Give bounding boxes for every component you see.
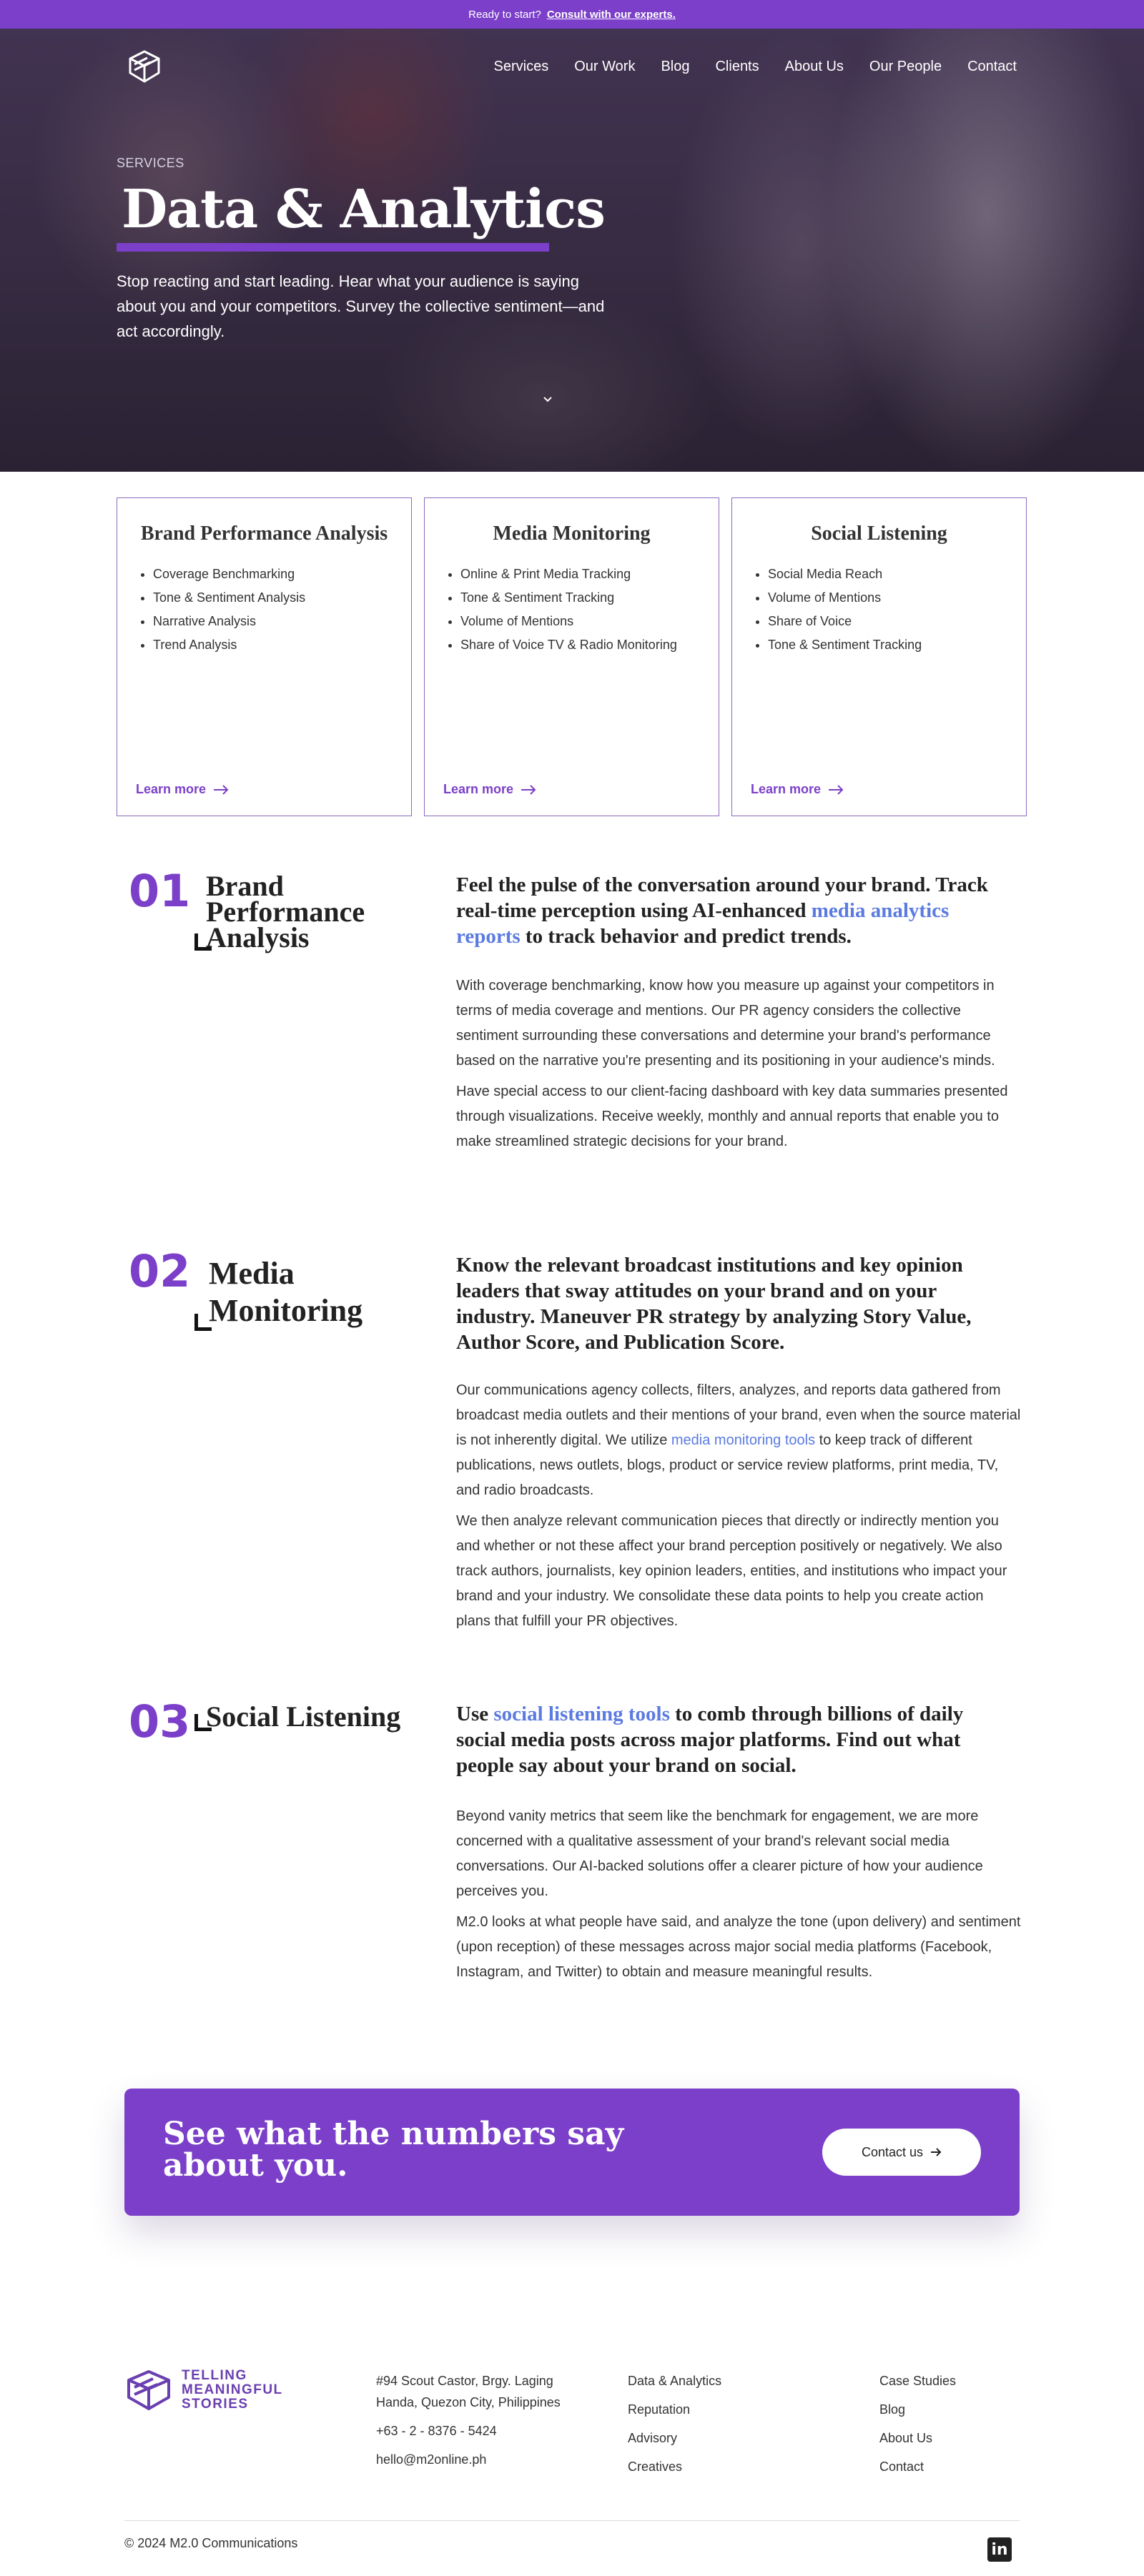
tagline-line: STORIES bbox=[182, 2397, 249, 2412]
section-lead bbox=[456, 1701, 1014, 1778]
linkedin-icon[interactable]: in bbox=[987, 2537, 1012, 2562]
footer-link-blog[interactable]: Blog bbox=[879, 2402, 906, 2417]
footer-link-data-analytics[interactable]: Data & Analytics bbox=[628, 2374, 722, 2388]
card-social-listening bbox=[731, 497, 1027, 816]
address: #94 Scout Castor, Brgy. Laging Handa, Quezon City, Philippines bbox=[376, 2374, 561, 2409]
paragraph: Have special access to our client-facing dashboard with key data summaries presented through visualizations. Receive weekly, monthly and annual reports that enable you to make streamlined strategic decisions for your brand. bbox=[456, 1084, 1008, 1149]
social-listening-tools-link[interactable]: social listening tools bbox=[493, 1703, 670, 1725]
card-title: Social Listening bbox=[811, 522, 947, 545]
nav-our-people[interactable]: Our People bbox=[869, 59, 942, 74]
paragraph: We then analyze relevant communication pieces that directly or indirectly mention you and whether or not these affect your brand perception positively or negatively. We also track authors, journalists, key opinion leaders, entities, and institutions who impact your brand and your industry. We consolidate these data points to help you create action plans that fulfill your PR objectives. bbox=[456, 1513, 1007, 1629]
nav-services[interactable]: Services bbox=[493, 59, 549, 74]
list-item: • Social Media Reach bbox=[768, 563, 1026, 586]
section-body bbox=[456, 1378, 1021, 1640]
list-item: • Volume of Mentions bbox=[460, 610, 719, 633]
list-item: • Share of Voice bbox=[768, 610, 1026, 633]
card-list bbox=[768, 563, 1026, 657]
nav-our-work[interactable]: Our Work bbox=[574, 59, 636, 74]
nav-about-us[interactable]: About Us bbox=[784, 59, 844, 74]
section-lead: Know the relevant broadcast institutions and key opinion leaders that sway attitudes on your brand and on your industry. Maneuver PR strategy by analyzing Story Value, Author Score, and Publication Score. bbox=[456, 1254, 972, 1354]
footer-contact bbox=[376, 2370, 562, 2477]
learn-more-label: Learn more bbox=[751, 782, 822, 796]
m2-logo-icon[interactable] bbox=[126, 49, 164, 84]
footer bbox=[0, 2359, 1144, 2576]
card-list bbox=[153, 563, 411, 657]
paragraph: With coverage benchmarking, know how you measure up against your competitors in terms of media coverage and mentions. Our PR agency considers the collective sentiment surrounding these conversations and determine your brand's performance based on the narrative you're presenting and its positioning in your audience's minds. bbox=[456, 978, 995, 1069]
section-body bbox=[456, 1804, 1021, 1991]
section-number: 01 bbox=[129, 865, 191, 917]
contact-us-button[interactable] bbox=[822, 2129, 981, 2176]
lead-text: to comb through billions of daily social media posts across major platforms. Find out what people say about your brand on social. bbox=[456, 1703, 964, 1777]
footer-links bbox=[879, 2370, 956, 2485]
copyright: © 2024 M2.0 Communications bbox=[124, 2536, 298, 2550]
section-lead bbox=[456, 872, 1014, 949]
nav-blog[interactable]: Blog bbox=[661, 59, 690, 74]
learn-more-link[interactable] bbox=[443, 782, 536, 797]
paragraph bbox=[456, 1378, 1021, 1503]
learn-more-link[interactable] bbox=[751, 782, 844, 797]
card-media-monitoring bbox=[424, 497, 719, 816]
page-title: Data & Analytics bbox=[122, 179, 605, 240]
section-title: Media Monitoring bbox=[209, 1256, 363, 1328]
contact-us-label: Contact us bbox=[861, 2144, 924, 2159]
section-number: 03 bbox=[129, 1695, 191, 1748]
footer-link-creatives[interactable]: Creatives bbox=[628, 2459, 683, 2474]
footer-link-advisory[interactable]: Advisory bbox=[628, 2431, 678, 2445]
list-item: • Trend Analysis bbox=[153, 633, 411, 657]
arrow-right-icon bbox=[828, 785, 844, 795]
hero bbox=[0, 29, 1144, 472]
paragraph: Beyond vanity metrics that seem like the benchmark for engagement, we are more concerned with a qualitative assessment of your brand's relevant social media conversations. Our AI-backed solutions offer a clearer picture of how your audience perceives you. bbox=[456, 1808, 983, 1899]
paragraph-text: Our communications agency collects, filters, analyzes, and reports data gathered from broadcast media outlets and their mentions of your brand, even when the source material is not inherently digital. We utilize bbox=[456, 1382, 1021, 1448]
service-cards bbox=[0, 472, 1144, 843]
footer-logo[interactable] bbox=[124, 2367, 283, 2413]
footer-divider bbox=[124, 2520, 1020, 2521]
section-title: Social Listening bbox=[206, 1700, 401, 1733]
cta-banner bbox=[124, 2089, 1020, 2216]
nav-contact[interactable]: Contact bbox=[967, 59, 1017, 74]
title-underline bbox=[117, 243, 549, 252]
lead-text: Feel the pulse of the conversation around your brand. Track real-time perception using AI-enhanced bbox=[456, 873, 988, 922]
card-title: Brand Performance Analysis bbox=[140, 522, 388, 545]
paragraph: M2.0 looks at what people have said, and analyze the tone (upon delivery) and sentiment (upon reception) of these messages across major social media platforms (Facebook, Instagram, and Twitter) to obtain and measure meaningful results. bbox=[456, 1914, 1021, 1980]
announcement-bar bbox=[0, 0, 1144, 29]
arrow-right-icon bbox=[213, 785, 229, 795]
footer-link-about-us[interactable]: About Us bbox=[879, 2431, 933, 2445]
arrow-right-icon bbox=[930, 2147, 942, 2157]
card-list bbox=[460, 563, 719, 657]
list-item: • Tone & Sentiment Analysis bbox=[153, 586, 411, 610]
paragraph-text: to keep track of different publications, news outlets, blogs, product or service review platforms, print media, TV, and radio broadcasts. bbox=[456, 1432, 999, 1498]
list-item: • Volume of Mentions bbox=[768, 586, 1026, 610]
tagline-line: TELLING bbox=[182, 2368, 247, 2383]
tagline bbox=[182, 2369, 283, 2412]
media-analytics-reports-link[interactable]: media analytics reports bbox=[456, 899, 950, 948]
section-body bbox=[456, 974, 1021, 1160]
tagline-line: MEANINGFUL bbox=[182, 2382, 283, 2397]
hero-eyebrow: SERVICES bbox=[117, 156, 184, 170]
lead-text: to track behavior and predict trends. bbox=[520, 925, 852, 948]
m2-logo-icon bbox=[124, 2367, 174, 2413]
list-item: • Share of Voice TV & Radio Monitoring bbox=[460, 633, 719, 657]
list-item: • Tone & Sentiment Tracking bbox=[460, 586, 719, 610]
cta-title: See what the numbers say about you. bbox=[163, 2116, 624, 2184]
list-item: • Narrative Analysis bbox=[153, 610, 411, 633]
card-brand-performance bbox=[117, 497, 412, 816]
email[interactable]: hello@m2online.ph bbox=[376, 2452, 487, 2467]
announcement-text: Ready to start? bbox=[468, 8, 541, 21]
learn-more-label: Learn more bbox=[136, 782, 207, 796]
chevron-down-icon[interactable] bbox=[541, 393, 554, 406]
list-item: • Tone & Sentiment Tracking bbox=[768, 633, 1026, 657]
consult-link[interactable]: Consult with our experts. bbox=[546, 8, 676, 21]
list-item: • Coverage Benchmarking bbox=[153, 563, 411, 586]
section-number: 02 bbox=[129, 1245, 191, 1297]
list-item: • Online & Print Media Tracking bbox=[460, 563, 719, 586]
media-monitoring-tools-link[interactable]: media monitoring tools bbox=[671, 1432, 816, 1448]
main-nav bbox=[0, 44, 1144, 87]
footer-link-case-studies[interactable]: Case Studies bbox=[879, 2374, 957, 2388]
section-title: Brand Performance Analysis bbox=[206, 870, 365, 953]
footer-link-contact[interactable]: Contact bbox=[879, 2459, 924, 2474]
nav-clients[interactable]: Clients bbox=[715, 59, 759, 74]
footer-link-reputation[interactable]: Reputation bbox=[628, 2402, 691, 2417]
footer-services bbox=[628, 2370, 721, 2485]
phone[interactable]: +63 - 2 - 8376 - 5424 bbox=[376, 2424, 497, 2438]
lead-text: Use bbox=[456, 1703, 494, 1725]
arrow-right-icon bbox=[521, 785, 536, 795]
learn-more-label: Learn more bbox=[443, 782, 514, 796]
card-title: Media Monitoring bbox=[493, 522, 651, 545]
hero-description: Stop reacting and start leading. Hear what your audience is saying about you and your competitors. Survey the collective sentiment—and act accordingly. bbox=[117, 272, 605, 340]
learn-more-link[interactable] bbox=[136, 782, 229, 797]
